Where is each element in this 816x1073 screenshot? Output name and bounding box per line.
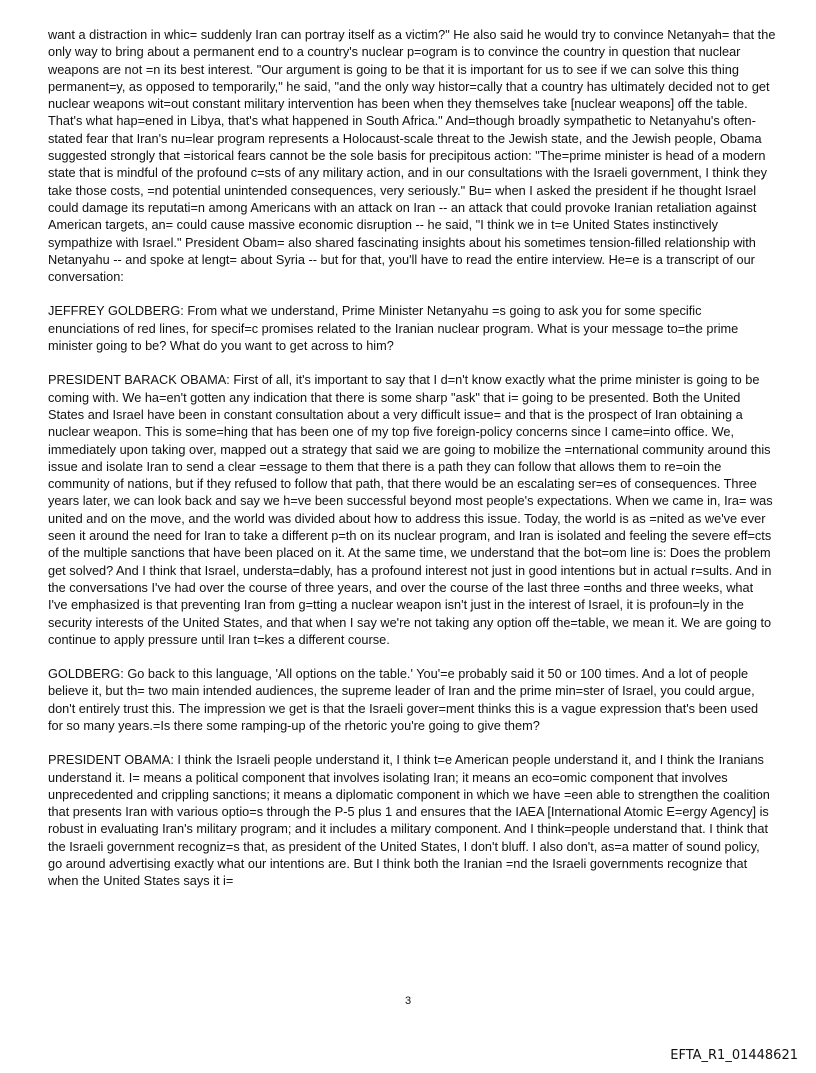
- document-id: EFTA_R1_01448621: [670, 1048, 798, 1063]
- paragraph-obama-answer-2: PRESIDENT OBAMA: I think the Israeli people understand it, I think t=e American people understand it, and I think the Iranians understand it. I= means a political component that involves isolating Iran; it means an eco=omic component that involves unprecedented and crippling sanctions; it means a diplomatic component in which we have =een able to strengthen the coalition that presents Iran with various optio=s through the P-5 plus 1 and ensures that the IAEA [International Atomic E=ergy Agency] is robust in evaluating Iran's military program; and it includes a military component. And I think=people understand that. I think that the Israeli government recogniz=s that, as president of the United States, I don't bluff. I also don't, as=a matter of sound policy, go around advertising exactly what our intentions are. But I think both the Iranian =nd the Israeli governments recognize that when the United States says it i=: [48, 752, 770, 889]
- paragraph-obama-answer-1: PRESIDENT BARACK OBAMA: First of all, it's important to say that I d=n't know exactly what the prime minister is going to be coming with. We ha=en't gotten any indication that there is some sharp "ask" that i= going to be presented. Both the United States and Israel have been in constant consultation about a very difficult issue= and that is the prospect of Iran obtaining a nuclear weapon. This is some=hing that has been one of my top five foreign-policy concerns since I came=into office. We, immediately upon taking over, mapped out a strategy that said we are going to mobilize the =nternational community around this issue and isolate Iran to send a clear =essage to them that there is a path they can follow that allows them to re=oin the community of nations, but if they refused to follow that path, that there would be an escalating ser=es of consequences. Three years later, we can look back and say we h=ve been successful beyond most people's expectations. When we came in, Ira= was united and on the move, and the world was divided about how to address this issue. Today, the world is as =nited as we've ever seen it around the need for Iran to take a different p=th on its nuclear program, and Iran is isolated and feeling the severe eff=cts of the multiple sanctions that have been placed on it. At the same time, we understand that the bot=om line is: Does the problem get solved? And I think that Israel, understa=dably, has a profound interest not just in good intentions but in actual r=sults. And in the conversations I've had over the course of three years, and over the course of the last three =onths and three weeks, what I've emphasized is that preventing Iran from g=tting a nuclear weapon isn't just in the interest of Israel, it is profoun=ly in the security interests of the United States, and that when I say we're not taking any option off the=table, we mean it. We are going to continue to apply pressure until Iran t=kes a different course.: [48, 372, 773, 647]
- document-body: [48, 26, 776, 890]
- paragraph-intro: want a distraction in whic= suddenly Iran can portray itself as a victim?" He also said he would try to convince Netanyah= that the only way to bring about a permanent end to a country's nuclear p=ogram is to convince the country in question that nuclear weapons are not =n its best interest. "Our argument is going to be that it is important for us to see if we can solve this thing permanent=y, as opposed to temporarily," he said, "and the only way histor=cally that a country has ultimately decided not to get nuclear weapons wit=out constant military intervention has been when they themselves take [nuclear weapons] off the table. That's what hap=ened in Libya, that's what happened in South Africa." And=though broadly sympathetic to Netanyahu's often-stated fear that Iran's nu=lear program represents a Holocaust-scale threat to the Jewish state, and the Jewish people, Obama suggested strongly that =istorical fears cannot be the sole basis for precipitous action: "The=prime minister is head of a modern state that is mindful of the profound c=sts of any military action, and in our consultations with the Israeli government, I think they take those costs, =nd potential unintended consequences, very seriously." Bu= when I asked the president if he thought Israel could damage its reputati=n among Americans with an attack on Iran -- an attack that could provoke Iranian retaliation against American targets, an= could cause massive economic disruption -- he said, "I think we in t=e United States instinctively sympathize with Israel." President Obam= also shared fascinating insights about his sometimes tension-filled relationship with Netanyahu -- and spoke at lengt= about Syria -- but for that, you'll have to read the entire interview. He=e is a transcript of our conversation:: [48, 27, 776, 285]
- paragraph-goldberg-question-1: JEFFREY GOLDBERG: From what we understand, Prime Minister Netanyahu =s going to ask you for some specific enunciations of red lines, for specif=c promises related to the Iranian nuclear program. What is your message to=the prime minister going to be? What do you want to get across to him?: [48, 303, 739, 354]
- paragraph-goldberg-question-2: GOLDBERG: Go back to this language, 'All options on the table.' You'=e probably said it 50 or 100 times. And a lot of people believe it, but th= two main intended audiences, the supreme leader of Iran and the prime min=ster of Israel, you could argue, don't entirely trust this. The impression we get is that the Israeli gover=ment thinks this is a vague expression that's been used for so many years.=Is there some ramping-up of the rhetoric you're going to give them?: [48, 666, 759, 733]
- page-number: 3: [404, 995, 412, 1007]
